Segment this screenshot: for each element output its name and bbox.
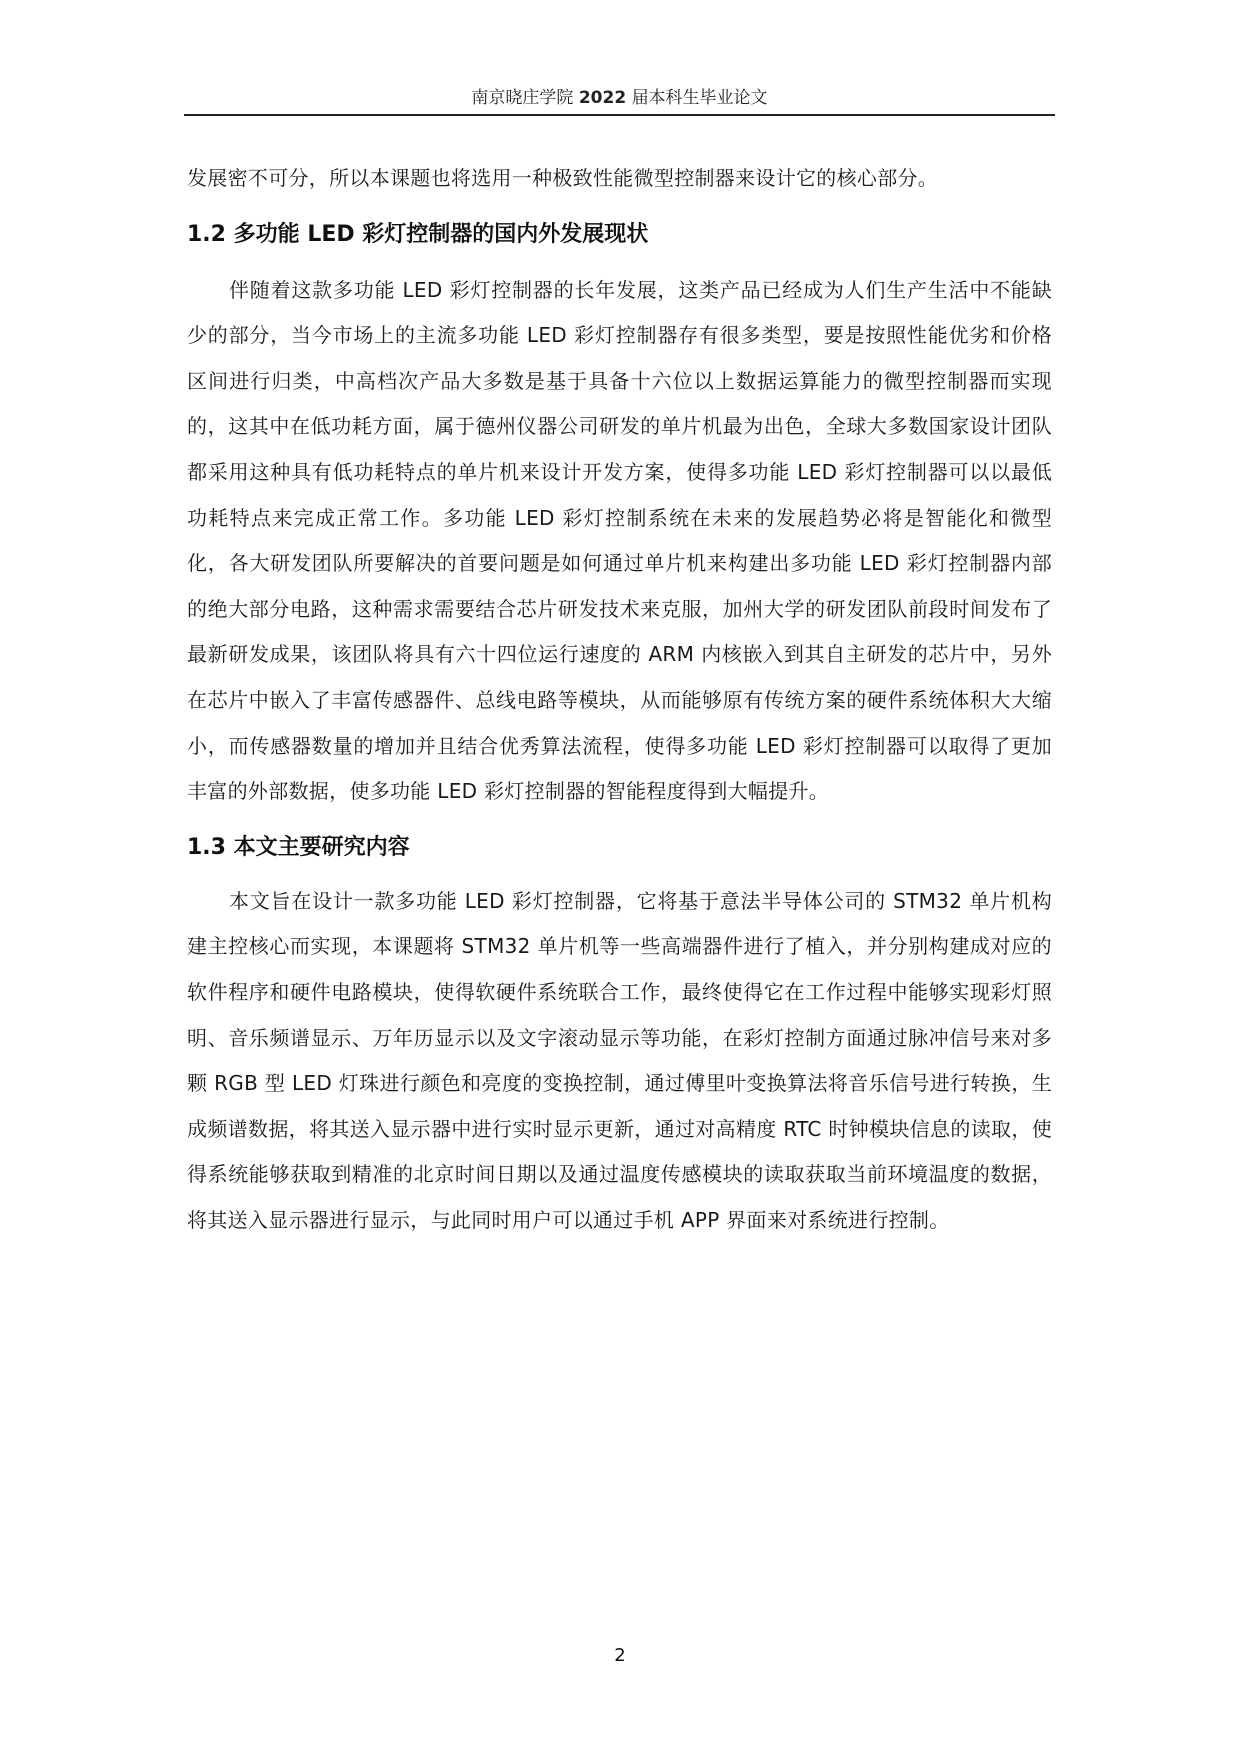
header-rule — [184, 114, 1055, 116]
section-title: 本文主要研究内容 — [233, 834, 410, 860]
section-heading-1-3 — [187, 833, 1052, 863]
section-number: 1.3 — [187, 834, 226, 860]
paragraph-development-status: 伴随着这款多功能 LED 彩灯控制器的长年发展，这类产品已经成为人们生产生活中不能缺少的部分，当今市场上的主流多功能 LED 彩灯控制器存有很多类型，要是按照性能优劣和价格区间进行归类，中高档次产品大多数是基于具备十六位以上数据运算能力的微型控制器而实现的，这其中在低功耗方面，属于德州仪器公司研发的单片机最为出色，全球大多数国家设计团队都采用这种具有低功耗特点的单片机来设计开发方案，使得多功能 LED 彩灯控制器可以以最低功耗特点来完成正常工作。多功能 LED 彩灯控制系统在未来的发展趋势必将是智能化和微型化，各大研发团队所要解决的首要问题是如何通过单片机来构建出多功能 LED 彩灯控制器内部的绝大部分电路，这种需求需要结合芯片研发技术来克服，加州大学的研发团队前段时间发布了最新研发成果，该团队将具有六十四位运行速度的 ARM 内核嵌入到其自主研发的芯片中，另外在芯片中嵌入了丰富传感器件、总线电路等模块，从而能够原有传统方案的硬件系统体积大大缩小，而传感器数量的增加并且结合优秀算法流程，使得多功能 LED 彩灯控制器可以取得了更加丰富的外部数据，使多功能 LED 彩灯控制器的智能程度得到大幅提升。 — [187, 277, 1052, 804]
section-title: 多功能 LED 彩灯控制器的国内外发展现状 — [233, 221, 649, 247]
page-number: 2 — [614, 1645, 626, 1666]
running-header — [184, 86, 1055, 110]
section-number: 1.2 — [187, 221, 226, 247]
paragraph-continuation: 发展密不可分，所以本课题也将选用一种极致性能微型控制器来设计它的核心部分。 — [187, 166, 939, 190]
section-heading-1-2 — [187, 220, 1052, 250]
header-title-suffix: 届本科生毕业论文 — [631, 88, 768, 108]
header-title-prefix: 南京晓庄学院 — [471, 88, 574, 108]
header-year: 2022 — [578, 88, 627, 108]
page-body — [187, 156, 1052, 1243]
paragraph-research-content: 本文旨在设计一款多功能 LED 彩灯控制器，它将基于意法半导体公司的 STM32 单片机构建主控核心而实现，本课题将 STM32 单片机等一些高端器件进行了植入，并分别构建成对应的软件程序和硬件电路模块，使得软硬件系统联合工作，最终使得它在工作过程中能够实现彩灯照明、音乐频谱显示、万年历显示以及文字滚动显示等功能，在彩灯控制方面通过脉冲信号来对多颗 RGB 型 LED 灯珠进行颜色和亮度的变换控制，通过傅里叶变换算法将音乐信号进行转换，生成频谱数据，将其送入显示器中进行实时显示更新，通过对高精度 RTC 时钟模块信息的读取，使得系统能够获取到精准的北京时间日期以及通过温度传感模块的读取获取当前环境温度的数据，将其送入显示器进行显示，与此同时用户可以通过手机 APP 界面来对系统进行控制。 — [187, 888, 1052, 1232]
